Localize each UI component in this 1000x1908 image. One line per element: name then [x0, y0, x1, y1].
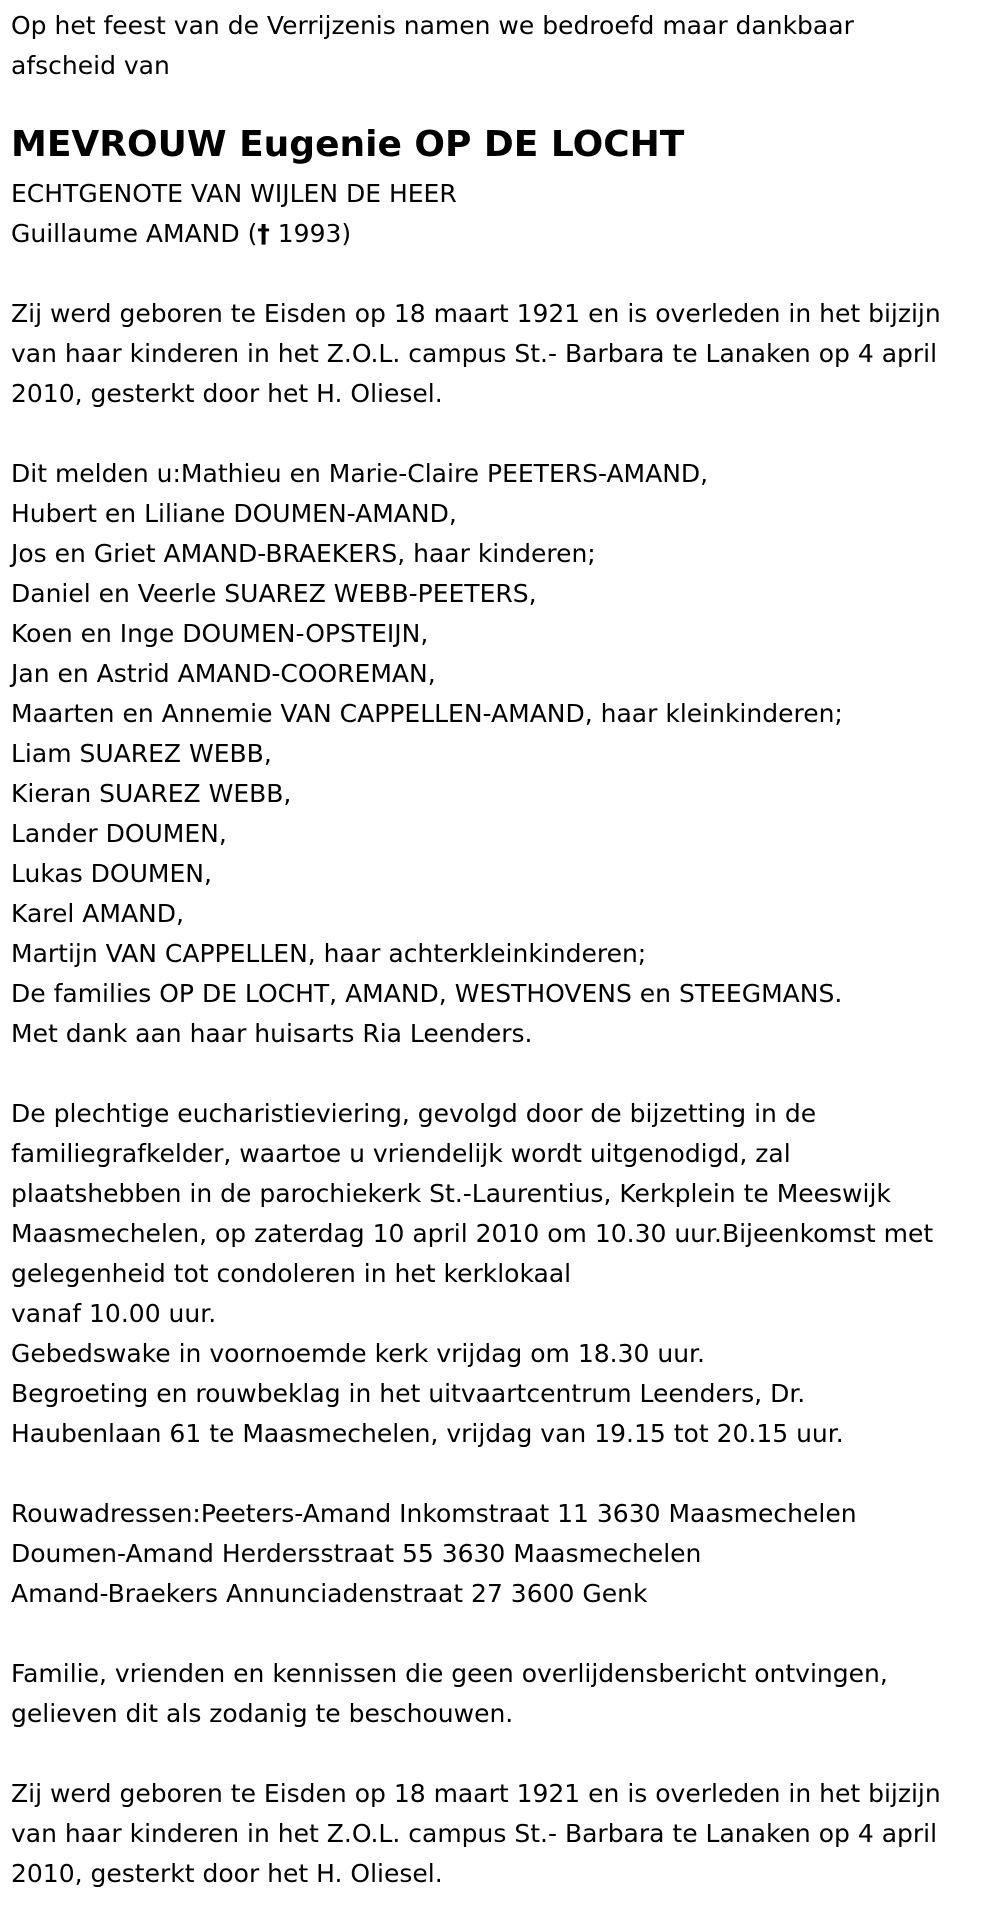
family-line: Jan en Astrid AMAND-COOREMAN, [11, 659, 436, 688]
family-line: Hubert en Liliane DOUMEN-AMAND, [11, 499, 457, 528]
intro-paragraph [11, 6, 1000, 86]
birth-death-line: Zij werd geboren te Eisden op 18 maart 1921 en is overleden in het bijzijn [11, 299, 941, 328]
family-line: Lander DOUMEN, [11, 819, 227, 848]
address-line: Rouwadressen:Peeters-Amand Inkomstraat 11 3630 Maasmechelen [11, 1499, 857, 1528]
ceremony-line: Maasmechelen, op zaterdag 10 april 2010 om 10.30 uur.Bijeenkomst met [11, 1219, 934, 1248]
address-line: Doumen-Amand Herdersstraat 55 3630 Maasmechelen [11, 1539, 702, 1568]
address-paragraph [11, 1494, 1000, 1614]
repeat-birth-death-line: 2010, gesterkt door het H. Oliesel. [11, 1859, 443, 1888]
spouse-name-line [11, 214, 1000, 254]
family-line: Liam SUAREZ WEBB, [11, 739, 272, 768]
family-line: Lukas DOUMEN, [11, 859, 212, 888]
family-line: Koen en Inge DOUMEN-OPSTEIJN, [11, 619, 429, 648]
notice-paragraph [11, 1654, 1000, 1734]
notice-line: Familie, vrienden en kennissen die geen overlijdensbericht ontvingen, [11, 1659, 888, 1688]
cross-icon: † [257, 219, 270, 248]
spouse-paragraph [11, 174, 1000, 254]
ceremony-line: Gebedswake in voornoemde kerk vrijdag om 18.30 uur. [11, 1339, 705, 1368]
deceased-name-heading: MEVROUW Eugenie OP DE LOCHT [11, 124, 685, 165]
family-line: De families OP DE LOCHT, AMAND, WESTHOVENS en STEEGMANS. [11, 979, 843, 1008]
family-line: Martijn VAN CAPPELLEN, haar achterkleinkinderen; [11, 939, 647, 968]
ceremony-line: vanaf 10.00 uur. [11, 1299, 217, 1328]
ceremony-line: Haubenlaan 61 te Maasmechelen, vrijdag van 19.15 tot 20.15 uur. [11, 1419, 844, 1448]
intro-line: Op het feest van de Verrijzenis namen we bedroefd maar dankbaar [11, 11, 854, 40]
spouse-death-year: 1993) [277, 219, 352, 248]
ceremony-line: Begroeting en rouwbeklag in het uitvaartcentrum Leenders, Dr. [11, 1379, 806, 1408]
family-line: Maarten en Annemie VAN CAPPELLEN-AMAND, haar kleinkinderen; [11, 699, 843, 728]
ceremony-line: plaatshebben in de parochiekerk St.-Laurentius, Kerkplein te Meeswijk [11, 1179, 891, 1208]
birth-death-line: 2010, gesterkt door het H. Oliesel. [11, 379, 443, 408]
ceremony-paragraph [11, 1094, 1000, 1454]
family-line: Met dank aan haar huisarts Ria Leenders. [11, 1019, 533, 1048]
family-line: Karel AMAND, [11, 899, 184, 928]
birth-death-line: van haar kinderen in het Z.O.L. campus St.- Barbara te Lanaken op 4 april [11, 339, 938, 368]
address-line: Amand-Braekers Annunciadenstraat 27 3600 Genk [11, 1579, 648, 1608]
family-line: Kieran SUAREZ WEBB, [11, 779, 292, 808]
family-line: Jos en Griet AMAND-BRAEKERS, haar kinderen; [11, 539, 596, 568]
spouse-name: Guillaume AMAND ( [11, 219, 258, 248]
ceremony-line: gelegenheid tot condoleren in het kerklokaal [11, 1259, 572, 1288]
notice-line: gelieven dit als zodanig te beschouwen. [11, 1699, 514, 1728]
family-line: Daniel en Veerle SUAREZ WEBB-PEETERS, [11, 579, 537, 608]
repeat-birth-death-paragraph [11, 1774, 1000, 1894]
intro-line: afscheid van [11, 51, 170, 80]
repeat-birth-death-line: Zij werd geboren te Eisden op 18 maart 1921 en is overleden in het bijzijn [11, 1779, 941, 1808]
ceremony-line: De plechtige eucharistieviering, gevolgd door de bijzetting in de [11, 1099, 817, 1128]
birth-death-paragraph [11, 294, 1000, 414]
repeat-birth-death-line: van haar kinderen in het Z.O.L. campus St.- Barbara te Lanaken op 4 april [11, 1819, 938, 1848]
ceremony-line: familiegrafkelder, waartoe u vriendelijk wordt uitgenodigd, zal [11, 1139, 791, 1168]
family-paragraph [11, 454, 1000, 1054]
spouse-title-line: ECHTGENOTE VAN WIJLEN DE HEER [11, 179, 457, 208]
family-line: Dit melden u:Mathieu en Marie-Claire PEETERS-AMAND, [11, 459, 709, 488]
